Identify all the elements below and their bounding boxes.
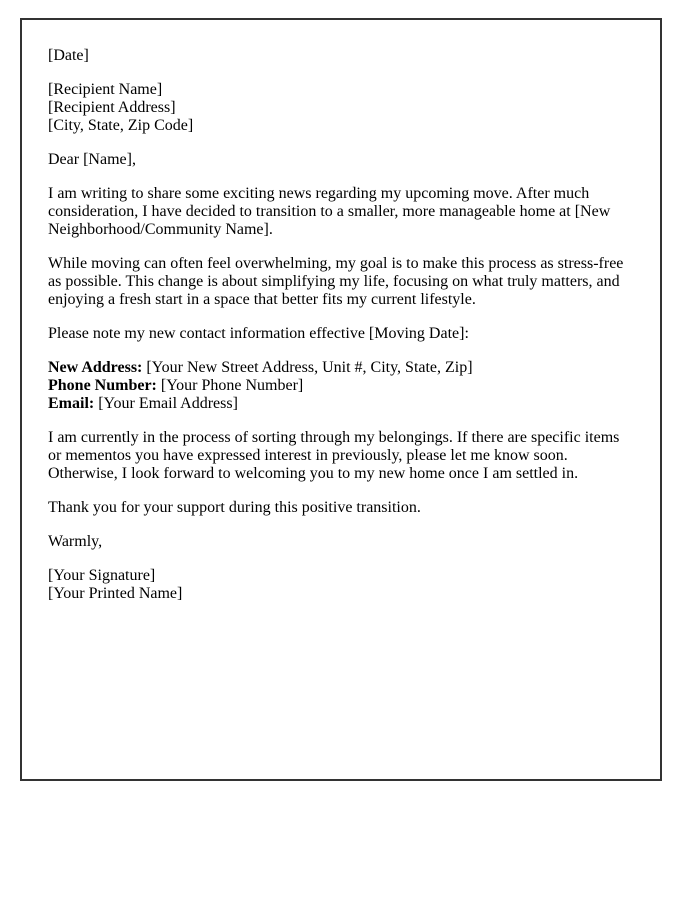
body-paragraph-3: I am currently in the process of sorting through my belongings. If there are specific items or mementos you have expressed interest in previously, please let me know soon. Otherwise, I look forward to welcoming you to my new home once I am settled in. — [48, 429, 620, 482]
closing — [48, 533, 634, 551]
phone-number-label: Phone Number: — [48, 377, 157, 394]
body-paragraph-4: Thank you for your support during this positive transition. — [48, 499, 421, 516]
phone-number-value: [Your Phone Number] — [160, 377, 304, 394]
salutation-text: Dear [Name], — [48, 151, 136, 168]
body-paragraph-2: While moving can often feel overwhelming, my goal is to make this process as stress-free as possible. This change is about simplifying my life, focusing on what truly matters, and enjoying a fresh start in a space that better fits my current lifestyle. — [48, 255, 624, 308]
signature-block — [48, 567, 634, 603]
recipient-name-line: [Recipient Name] — [48, 81, 163, 98]
contact-intro: Please note my new contact information effective [Moving Date]: — [48, 325, 469, 342]
signature-line: [Your Signature] — [48, 567, 156, 584]
date-placeholder: [Date] — [48, 47, 89, 64]
email-value: [Your Email Address] — [98, 395, 238, 412]
date-line — [48, 47, 634, 65]
email-label: Email: — [48, 395, 95, 412]
recipient-block — [48, 81, 634, 135]
letter-page — [20, 18, 662, 781]
closing-text: Warmly, — [48, 533, 103, 550]
recipient-city-line: [City, State, Zip Code] — [48, 117, 194, 134]
recipient-address-line: [Recipient Address] — [48, 99, 176, 116]
salutation — [48, 151, 634, 169]
new-address-label: New Address: — [48, 359, 143, 376]
contact-block — [48, 359, 634, 413]
body-paragraph-1: I am writing to share some exciting news regarding my upcoming move. After much consideration, I have decided to transition to a smaller, more manageable home at [New Neighborhood/Community Name]. — [48, 185, 611, 238]
new-address-value: [Your New Street Address, Unit #, City, State, Zip] — [146, 359, 473, 376]
printed-name-line: [Your Printed Name] — [48, 585, 183, 602]
